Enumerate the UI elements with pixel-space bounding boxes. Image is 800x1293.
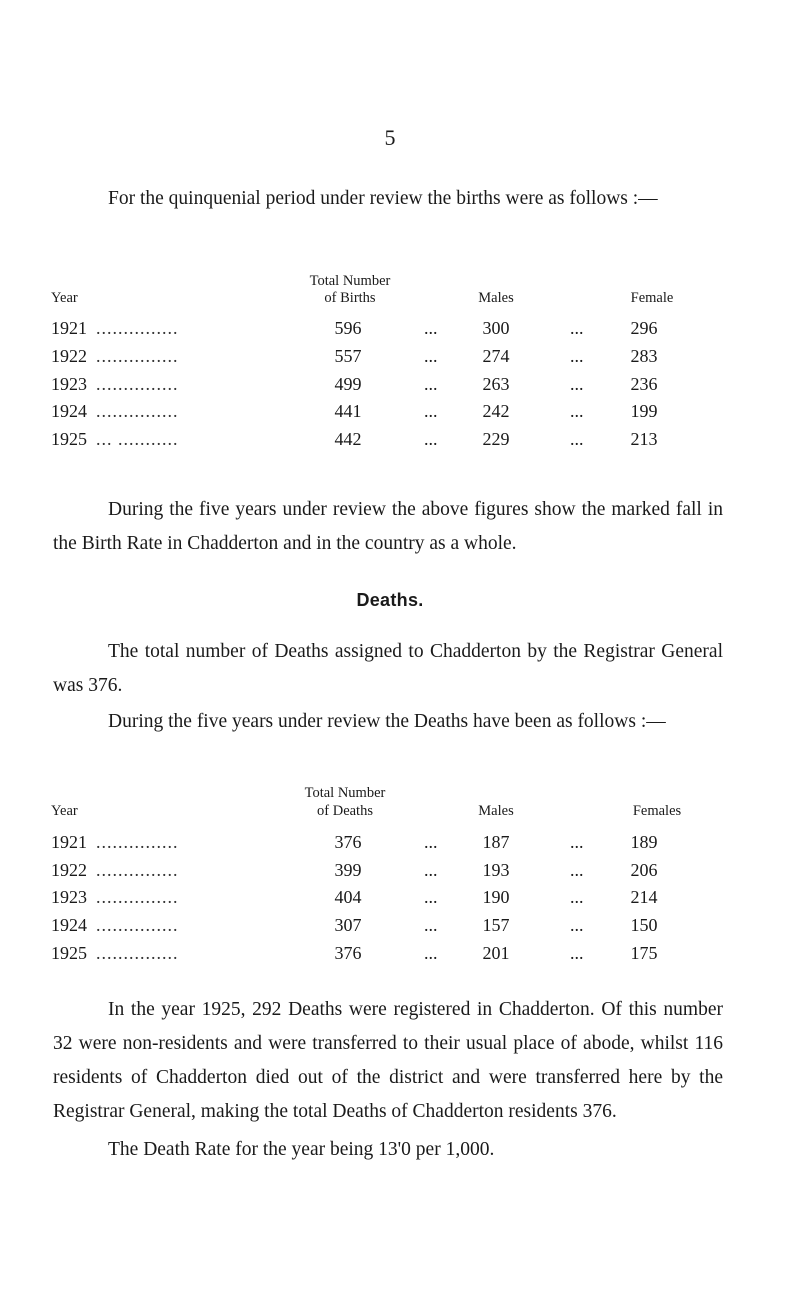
births-intro-paragraph: For the quinquenial period under review the births were as follows :— [108, 188, 658, 209]
dot-leader: ... [424, 346, 438, 366]
dot-leader: ............... [96, 915, 179, 935]
deaths-header-males: Males [478, 803, 514, 819]
females-cell: 206 [630, 860, 658, 880]
dot-leader: ... [570, 401, 584, 421]
males-cell: 193 [482, 860, 510, 880]
total-cell: 307 [334, 915, 362, 935]
table-row [0, 401, 800, 427]
dot-leader: ... [424, 887, 438, 907]
page-number: 5 [384, 125, 396, 150]
dot-leader: ... [570, 860, 584, 880]
year-cell: 1925 [51, 429, 87, 449]
females-cell: 214 [630, 887, 658, 907]
year-cell: 1925 [51, 943, 87, 963]
dot-leader: ............... [96, 374, 179, 394]
dot-leader: ... [424, 318, 438, 338]
death-rate-paragraph: The Death Rate for the year being 13'0 per 1,000. [108, 1139, 495, 1160]
dot-leader: ............... [96, 887, 179, 907]
deaths-header-females: Females [632, 803, 682, 819]
dot-leader: ............... [96, 401, 179, 421]
table-row [0, 887, 800, 913]
table-row [0, 943, 800, 969]
female-cell: 296 [630, 318, 658, 338]
female-cell: 199 [630, 401, 658, 421]
births-header-males: Males [478, 290, 514, 306]
table-row [0, 346, 800, 372]
births-table-header [0, 273, 800, 307]
dot-leader: ... [570, 887, 584, 907]
table-row [0, 429, 800, 455]
females-cell: 189 [630, 832, 658, 852]
males-cell: 190 [482, 887, 510, 907]
table-row [0, 832, 800, 858]
males-cell: 201 [482, 943, 510, 963]
total-cell: 499 [334, 374, 362, 394]
year-cell: 1921 [51, 832, 87, 852]
year-cell: 1924 [51, 915, 87, 935]
births-header-year: Year [51, 290, 78, 306]
males-cell: 274 [482, 346, 510, 366]
males-cell: 157 [482, 915, 510, 935]
total-cell: 404 [334, 887, 362, 907]
dot-leader: ... [424, 429, 438, 449]
dot-leader: ............... [96, 832, 179, 852]
year-cell: 1921 [51, 318, 87, 338]
year-cell: 1923 [51, 887, 87, 907]
dot-leader: ... [424, 374, 438, 394]
year-cell: 1924 [51, 401, 87, 421]
female-cell: 236 [630, 374, 658, 394]
males-cell: 300 [482, 318, 510, 338]
dot-leader: ... [570, 915, 584, 935]
dot-leader: ... [570, 346, 584, 366]
dot-leader: ... [424, 943, 438, 963]
deaths-heading: Deaths. [356, 590, 424, 610]
deaths-header-total-line2: of Deaths [317, 803, 373, 819]
year-cell: 1923 [51, 374, 87, 394]
table-row [0, 318, 800, 344]
dot-leader: ... [570, 318, 584, 338]
total-cell: 441 [334, 401, 362, 421]
table-row [0, 915, 800, 941]
dot-leader: ............... [96, 346, 179, 366]
females-cell: 150 [630, 915, 658, 935]
dot-leader: ... [424, 915, 438, 935]
total-cell: 399 [334, 860, 362, 880]
dot-leader: ... [570, 429, 584, 449]
dot-leader: ............... [96, 318, 179, 338]
table-row [0, 860, 800, 886]
dot-leader: ... [424, 832, 438, 852]
males-cell: 229 [482, 429, 510, 449]
dot-leader: ............... [96, 860, 179, 880]
deaths-table-header [0, 785, 800, 819]
female-cell: 213 [630, 429, 658, 449]
births-header-total-line1: Total Number [309, 273, 391, 289]
registrar-paragraph: The total number of Deaths assigned to Chadderton by the Registrar General was 376. [53, 641, 723, 696]
table-row [0, 374, 800, 400]
deaths-1925-paragraph: In the year 1925, 292 Deaths were registered in Chadderton. Of this number 32 were non-residents and were transferred to their usual place of abode, whilst 116 residents of Chadderton died out of the district and were transferred here by the Registrar General, making the total Deaths of Chadderton residents 376. [53, 999, 723, 1122]
total-cell: 442 [334, 429, 362, 449]
deaths-intro-paragraph: During the five years under review the Deaths have been as follows :— [108, 711, 666, 732]
year-cell: 1922 [51, 860, 87, 880]
year-cell: 1922 [51, 346, 87, 366]
total-cell: 557 [334, 346, 362, 366]
dot-leader: ... [424, 401, 438, 421]
males-cell: 242 [482, 401, 510, 421]
births-discussion-paragraph: During the five years under review the above figures show the marked fall in the Birth Rate in Chadderton and in the country as a whole. [53, 499, 723, 554]
dot-leader: ... ........... [96, 429, 179, 449]
total-cell: 376 [334, 832, 362, 852]
dot-leader: ............... [96, 943, 179, 963]
males-cell: 263 [482, 374, 510, 394]
total-cell: 596 [334, 318, 362, 338]
dot-leader: ... [570, 832, 584, 852]
dot-leader: ... [570, 374, 584, 394]
deaths-header-year: Year [51, 803, 78, 819]
total-cell: 376 [334, 943, 362, 963]
dot-leader: ... [570, 943, 584, 963]
female-cell: 283 [630, 346, 658, 366]
births-header-total-line2: of Births [324, 290, 376, 306]
males-cell: 187 [482, 832, 510, 852]
deaths-header-total-line1: Total Number [304, 785, 386, 801]
females-cell: 175 [630, 943, 658, 963]
births-header-female: Female [630, 290, 674, 306]
dot-leader: ... [424, 860, 438, 880]
